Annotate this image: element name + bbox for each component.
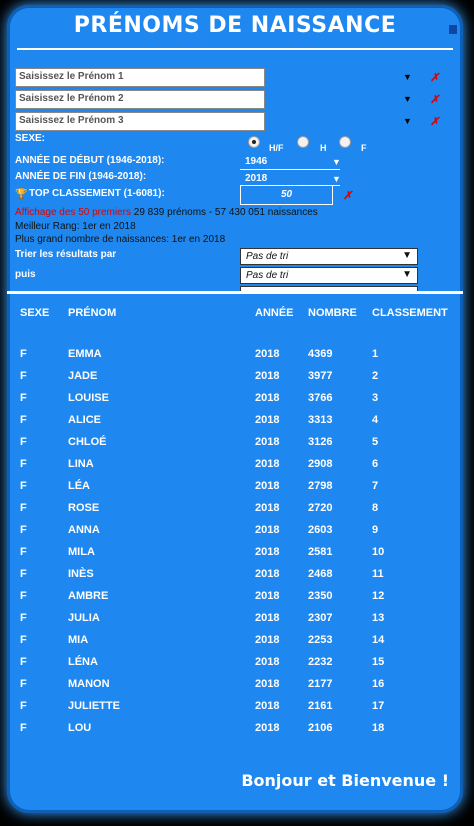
table-row[interactable] xyxy=(7,590,463,612)
row-nombre: 2720 xyxy=(308,502,333,514)
row-classement: 2 xyxy=(372,370,379,382)
row-nombre: 2232 xyxy=(308,656,333,668)
form-divider xyxy=(7,291,463,294)
row-prenom: EMMA xyxy=(68,348,102,360)
search-form xyxy=(7,5,463,295)
row-classement: 18 xyxy=(372,722,385,734)
row-sexe: F xyxy=(20,392,27,404)
table-row[interactable] xyxy=(7,414,463,436)
row-nombre: 3766 xyxy=(308,392,333,404)
row-prenom: MILA xyxy=(68,546,95,558)
fin-label: ANNÉE DE FIN (1946-2018): xyxy=(15,171,147,182)
table-row[interactable] xyxy=(7,634,463,656)
plus-grand-nombre: Plus grand nombre de naissances: 1er en 2018 xyxy=(15,234,226,245)
table-row[interactable] xyxy=(7,678,463,700)
row-annee: 2018 xyxy=(255,700,280,712)
sort-select-1-value: Pas de tri xyxy=(246,251,289,262)
table-row[interactable] xyxy=(7,524,463,546)
sort-label-2: puis xyxy=(15,269,36,280)
name-input-3[interactable]: Saisissez le Prénom 3 xyxy=(15,112,265,131)
row-annee: 2018 xyxy=(255,656,280,668)
row-prenom: ALICE xyxy=(68,414,101,426)
row-classement: 7 xyxy=(372,480,379,492)
row-sexe: F xyxy=(20,436,27,448)
row-nombre: 2468 xyxy=(308,568,333,580)
row-sexe: F xyxy=(20,524,27,536)
row-classement: 12 xyxy=(372,590,385,602)
results-summary xyxy=(15,207,318,218)
name-1-clear-icon[interactable]: ✗ xyxy=(430,72,440,84)
name-2-clear-icon[interactable]: ✗ xyxy=(430,94,440,106)
row-sexe: F xyxy=(20,546,27,558)
row-sexe: F xyxy=(20,612,27,624)
sort-label-1: Trier les résultats par xyxy=(15,249,117,260)
row-annee: 2018 xyxy=(255,678,280,690)
sexe-radio-f[interactable] xyxy=(339,136,351,148)
debut-label: ANNÉE DE DÉBUT (1946-2018): xyxy=(15,155,165,166)
row-annee: 2018 xyxy=(255,458,280,470)
name-2-dropdown-icon[interactable]: ▼ xyxy=(403,94,412,104)
row-classement: 6 xyxy=(372,458,379,470)
row-prenom: LOUISE xyxy=(68,392,109,404)
row-classement: 4 xyxy=(372,414,379,426)
table-row[interactable] xyxy=(7,502,463,524)
table-row[interactable] xyxy=(7,546,463,568)
row-annee: 2018 xyxy=(255,546,280,558)
row-annee: 2018 xyxy=(255,348,280,360)
fin-select[interactable]: 2018 xyxy=(245,173,268,184)
row-prenom: LÉNA xyxy=(68,656,98,668)
col-header-annee[interactable]: ANNÉE xyxy=(255,307,294,319)
row-annee: 2018 xyxy=(255,568,280,580)
table-row[interactable] xyxy=(7,458,463,480)
row-classement: 5 xyxy=(372,436,379,448)
row-classement: 1 xyxy=(372,348,379,360)
app-frame xyxy=(7,5,463,813)
row-nombre: 2581 xyxy=(308,546,333,558)
sexe-option-hf: H/F xyxy=(269,143,284,153)
table-row[interactable] xyxy=(7,480,463,502)
row-classement: 11 xyxy=(372,568,384,580)
row-nombre: 3977 xyxy=(308,370,333,382)
table-row[interactable] xyxy=(7,700,463,722)
row-annee: 2018 xyxy=(255,370,280,382)
row-sexe: F xyxy=(20,634,27,646)
sexe-option-f: F xyxy=(361,143,367,153)
sexe-radio-hf[interactable] xyxy=(248,136,260,148)
sort-select-2[interactable] xyxy=(240,267,418,284)
affichage-text: Affichage des 50 premiers xyxy=(15,207,131,218)
table-row[interactable] xyxy=(7,656,463,678)
row-sexe: F xyxy=(20,700,27,712)
row-classement: 8 xyxy=(372,502,379,514)
table-row[interactable] xyxy=(7,568,463,590)
row-nombre: 2307 xyxy=(308,612,333,624)
sexe-option-h: H xyxy=(320,143,327,153)
sort-2-dropdown-icon: ▼ xyxy=(402,269,412,280)
top-clear-icon[interactable]: ✗ xyxy=(343,190,353,202)
top-input[interactable]: 50 xyxy=(240,185,333,205)
col-header-prenom[interactable]: PRÉNOM xyxy=(68,307,117,319)
row-annee: 2018 xyxy=(255,502,280,514)
row-annee: 2018 xyxy=(255,392,280,404)
table-row[interactable] xyxy=(7,722,463,744)
row-prenom: JULIETTE xyxy=(68,700,120,712)
top-label: TOP CLASSEMENT (1-6081): xyxy=(29,188,165,199)
sort-select-1[interactable] xyxy=(240,248,418,265)
sort-select-2-value: Pas de tri xyxy=(246,270,289,281)
meilleur-rang: Meilleur Rang: 1er en 2018 xyxy=(15,221,136,232)
row-nombre: 2798 xyxy=(308,480,333,492)
row-prenom: AMBRE xyxy=(68,590,109,602)
fin-dropdown-icon[interactable]: ▼ xyxy=(332,174,341,184)
page-title: PRÉNOMS DE NAISSANCE xyxy=(73,13,397,38)
row-nombre: 2177 xyxy=(308,678,333,690)
row-prenom: LÉA xyxy=(68,480,90,492)
row-nombre: 2106 xyxy=(308,722,333,734)
col-header-classement[interactable]: CLASSEMENT xyxy=(372,307,448,319)
row-prenom: ROSE xyxy=(68,502,100,514)
table-row[interactable] xyxy=(7,370,463,392)
row-nombre: 2161 xyxy=(308,700,333,712)
row-sexe: F xyxy=(20,348,27,360)
row-annee: 2018 xyxy=(255,414,280,426)
row-prenom: JADE xyxy=(68,370,98,382)
debut-dropdown-icon[interactable]: ▼ xyxy=(332,157,341,167)
row-nombre: 2603 xyxy=(308,524,333,536)
name-1-dropdown-icon[interactable]: ▼ xyxy=(403,72,412,82)
row-classement: 3 xyxy=(372,392,379,404)
row-nombre: 3313 xyxy=(308,414,333,426)
row-classement: 10 xyxy=(372,546,385,558)
row-sexe: F xyxy=(20,414,27,426)
name-3-clear-icon[interactable]: ✗ xyxy=(430,116,440,128)
sexe-label: SEXE: xyxy=(15,133,46,144)
row-nombre: 4369 xyxy=(308,348,333,360)
name-3-dropdown-icon[interactable]: ▼ xyxy=(403,116,412,126)
row-nombre: 3126 xyxy=(308,436,333,448)
sexe-radio-h[interactable] xyxy=(297,136,309,148)
table-row[interactable] xyxy=(7,612,463,634)
debut-underline xyxy=(240,169,340,170)
row-annee: 2018 xyxy=(255,436,280,448)
row-sexe: F xyxy=(20,370,27,382)
col-header-nombre[interactable]: NOMBRE xyxy=(308,307,357,319)
row-annee: 2018 xyxy=(255,590,280,602)
row-classement: 9 xyxy=(372,524,379,536)
row-sexe: F xyxy=(20,590,27,602)
row-prenom: LINA xyxy=(68,458,94,470)
row-sexe: F xyxy=(20,502,27,514)
row-classement: 13 xyxy=(372,612,385,624)
row-sexe: F xyxy=(20,722,27,734)
row-nombre: 2908 xyxy=(308,458,333,470)
row-annee: 2018 xyxy=(255,524,280,536)
table-row[interactable] xyxy=(7,392,463,414)
row-prenom: LOU xyxy=(68,722,92,734)
row-nombre: 2350 xyxy=(308,590,333,602)
row-annee: 2018 xyxy=(255,634,280,646)
name-input-2[interactable]: Saisissez le Prénom 2 xyxy=(15,90,265,109)
row-sexe: F xyxy=(20,656,27,668)
row-prenom: MANON xyxy=(68,678,110,690)
row-classement: 17 xyxy=(372,700,385,712)
row-prenom: CHLOÉ xyxy=(68,436,107,448)
row-classement: 14 xyxy=(372,634,385,646)
row-sexe: F xyxy=(20,568,27,580)
row-classement: 16 xyxy=(372,678,385,690)
row-classement: 15 xyxy=(372,656,385,668)
row-sexe: F xyxy=(20,678,27,690)
col-header-sexe[interactable]: SEXE xyxy=(20,307,50,319)
trophy-icon: 🏆 xyxy=(15,189,28,200)
row-sexe: F xyxy=(20,458,27,470)
row-sexe: F xyxy=(20,480,27,492)
row-nombre: 2253 xyxy=(308,634,333,646)
row-annee: 2018 xyxy=(255,612,280,624)
debut-select[interactable]: 1946 xyxy=(245,156,268,167)
name-input-1[interactable]: Saisissez le Prénom 1 xyxy=(15,68,265,87)
row-annee: 2018 xyxy=(255,480,280,492)
row-annee: 2018 xyxy=(255,722,280,734)
row-prenom: ANNA xyxy=(68,524,100,536)
table-row[interactable] xyxy=(7,436,463,458)
row-prenom: INÈS xyxy=(68,568,94,580)
row-prenom: MIA xyxy=(68,634,89,646)
totals-text: 29 839 prénoms - 57 430 051 naissances xyxy=(131,207,318,218)
row-prenom: JULIA xyxy=(68,612,100,624)
table-row[interactable] xyxy=(7,348,463,370)
welcome-message: Bonjour et Bienvenue ! xyxy=(241,771,449,790)
sort-1-dropdown-icon: ▼ xyxy=(402,250,412,261)
